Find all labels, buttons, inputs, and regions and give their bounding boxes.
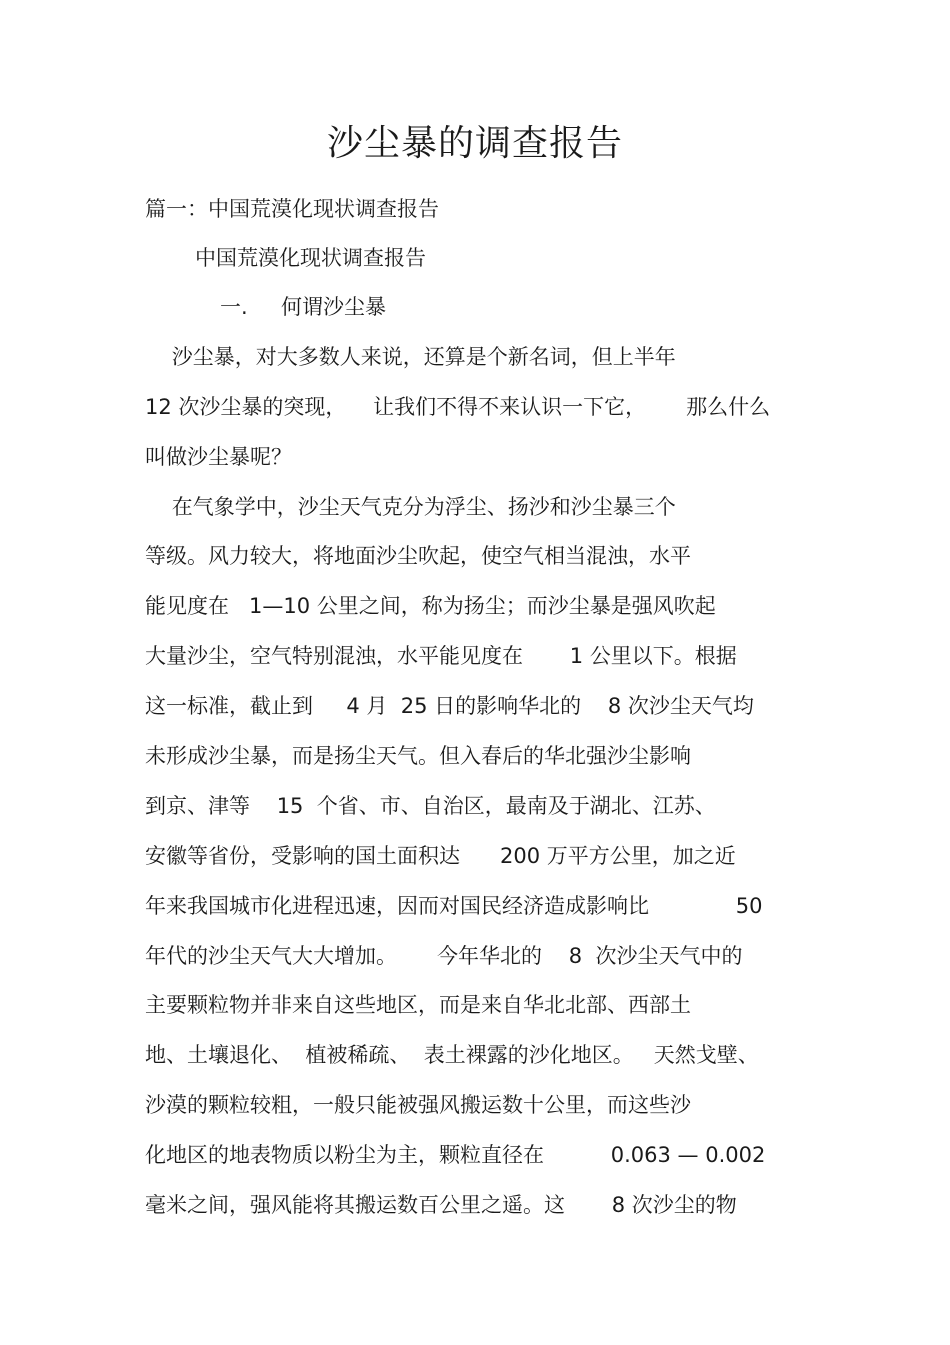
body-line: 未形成沙尘暴，而是扬尘天气。但入春后的华北强沙尘影响 bbox=[145, 744, 691, 768]
body-line: 沙漠的颗粒较粗，一般只能被强风搬运数十公里，而这些沙 bbox=[145, 1093, 691, 1117]
body-line: 到京、津等 15 个省、市、自治区，最南及于湖北、江苏、 bbox=[145, 794, 716, 818]
body-line: 叫做沙尘暴呢？ bbox=[145, 445, 292, 469]
body-line: 12 次沙尘暴的突现， 让我们不得不来认识一下它， 那么什么 bbox=[145, 395, 771, 419]
body-line: 安徽等省份，受影响的国土面积达 200 万平方公里，加之近 bbox=[145, 844, 736, 868]
section-heading: 篇一：中国荒漠化现状调查报告 bbox=[145, 197, 439, 221]
body-line: 这一标准，截止到 4 月 25 日的影响华北的 8 次沙尘天气均 bbox=[145, 694, 754, 718]
body-line: 化地区的地表物质以粉尘为主，颗粒直径在 0.063 — 0.002 bbox=[145, 1143, 766, 1167]
body-line: 主要颗粒物并非来自这些地区，而是来自华北北部、西部土 bbox=[145, 993, 691, 1017]
body-line: 沙尘暴，对大多数人来说，还算是个新名词，但上半年 bbox=[145, 345, 676, 369]
body-line: 年来我国城市化进程迅速，因而对国民经济造成影响比 50 bbox=[145, 894, 763, 918]
report-subtitle: 中国荒漠化现状调查报告 bbox=[195, 246, 426, 270]
body-line: 年代的沙尘天气大大增加。 今年华北的 8 次沙尘天气中的 bbox=[145, 944, 743, 968]
body-line: 大量沙尘，空气特别混浊，水平能见度在 1 公里以下。根据 bbox=[145, 644, 737, 668]
body-line: 能见度在 1—10 公里之间，称为扬尘；而沙尘暴是强风吹起 bbox=[145, 594, 716, 618]
body-line: 等级。风力较大，将地面沙尘吹起，使空气相当混浊，水平 bbox=[145, 544, 691, 568]
body-line: 在气象学中，沙尘天气克分为浮尘、扬沙和沙尘暴三个 bbox=[145, 495, 676, 519]
body-line: 地、土壤退化、 植被稀疏、 表土裸露的沙化地区。 天然戈壁、 bbox=[145, 1043, 759, 1067]
item-heading: 一. 何谓沙尘暴 bbox=[220, 295, 387, 319]
body-line: 毫米之间，强风能将其搬运数百公里之遥。这 8 次沙尘的物 bbox=[145, 1193, 737, 1217]
document-title: 沙尘暴的调查报告 bbox=[326, 123, 623, 164]
